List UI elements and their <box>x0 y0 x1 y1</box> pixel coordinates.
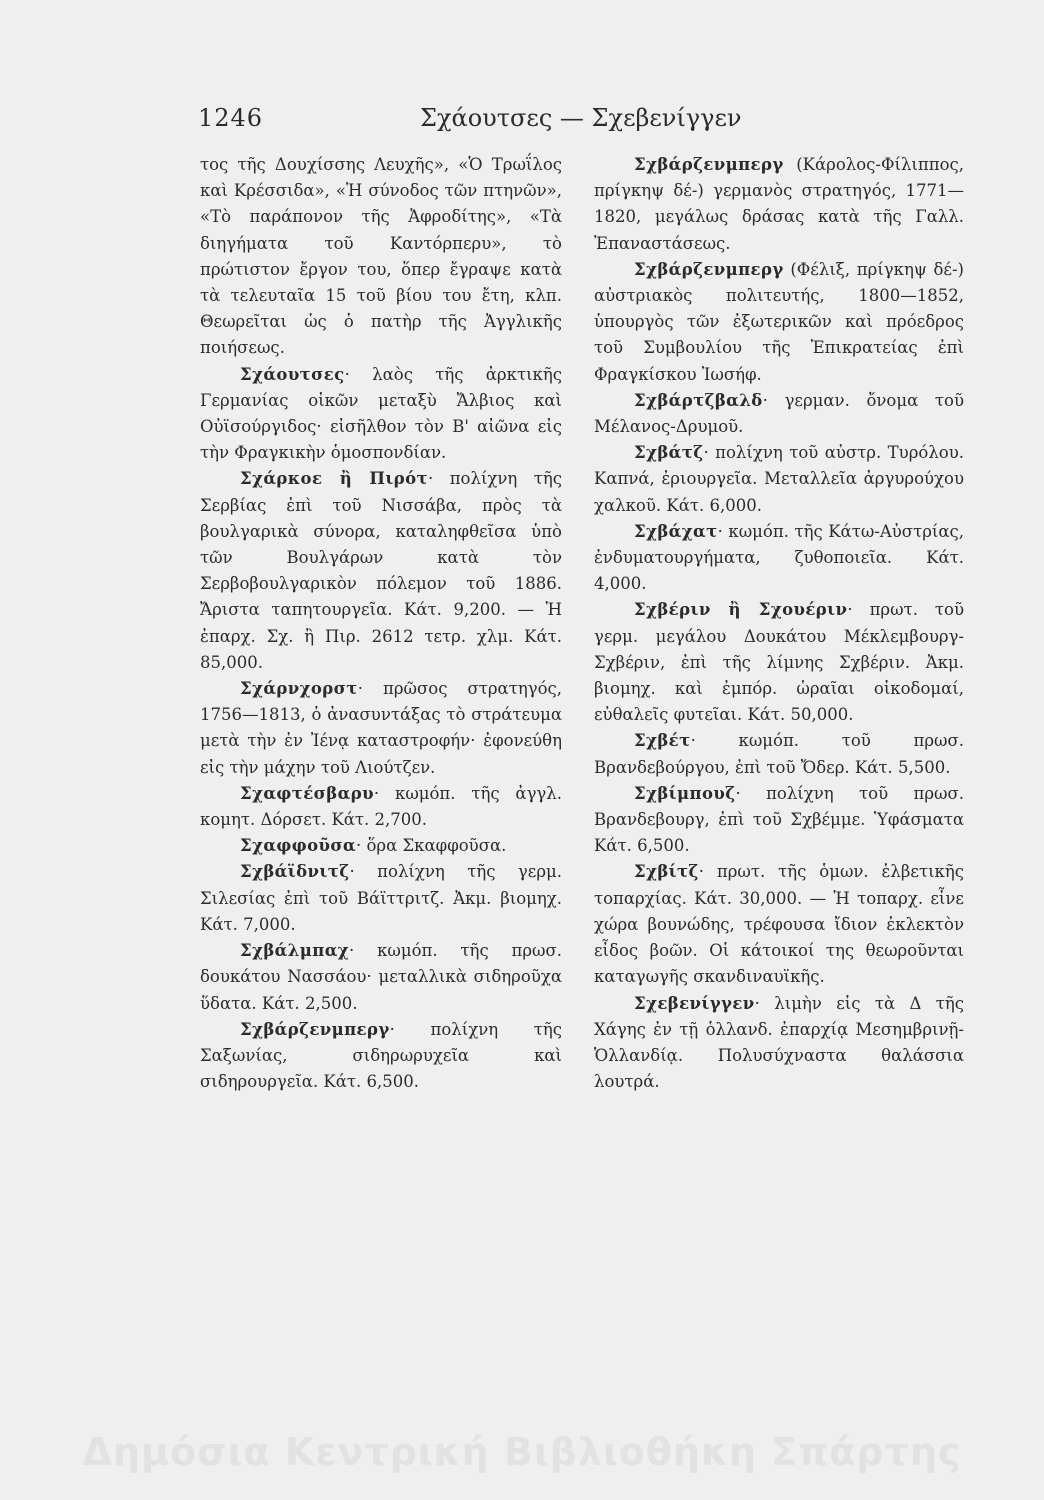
dictionary-entry: Σχβάχατ· κωμόπ. τῆς Κάτω-Αὐστρίας, ἐνδυματουργήματα, ζυθοποιεῖα. Κάτ. 4,000. <box>594 521 964 594</box>
entry-headword: Σχβέριν ἢ Σχουέριν <box>634 600 848 620</box>
dictionary-entry: Σχβίμπουζ· πολίχνη τοῦ πρωσ. Βρανδεβουργ, ἐπὶ τοῦ Σχβέμμε. Ὑφάσματα Κάτ. 6,500. <box>594 783 964 856</box>
right-column <box>594 152 964 1095</box>
entry-headword: Σχαφφοῦσα <box>240 836 356 856</box>
dictionary-entry <box>594 152 964 257</box>
entry-text: πρωτ. τῆς ὁμων. ἑλβετικῆς τοπαρχίας. Κάτ. 30,000. — Ἡ τοπαρχ. εἶνε χώρα βουνώδης, τρέφουσα ἴδιον ἐκλεκτὸν εἶδος βοῶν. Οἱ κάτοικοί της θεωροῦνται καταγωγῆς σκανδιναυϊκῆς. <box>594 862 964 987</box>
dictionary-entry <box>594 257 964 388</box>
entry-text: λιμὴν εἰς τὰ Δ τῆς Χάγης ἐν τῇ ὁλλανδ. ἐπαρχίᾳ Μεσημβρινῇ-Ὁλλανδίᾳ. Πολυσύχναστα θαλάσσια λουτρά. <box>594 993 964 1092</box>
entry-text: τος τῆς Δουχίσσης Λευχῆς», «Ὁ Τρωΐλος καὶ Κρέσσιδα», «Ἡ σύνοδος τῶν πτηνῶν», «Τὸ παράπονον τῆς Ἀφροδίτης», «Τὰ διηγήματα τοῦ Καντόρπερυ», τὸ πρώτιστον ἔργον του, ὅπερ ἔγραψε κατὰ τὰ τελευταῖα 15 τοῦ βίου του ἔτη, κλπ. Θεωρεῖται ὡς ὁ πατὴρ τῆς Ἀγγλικῆς ποιήσεως. <box>200 155 562 358</box>
dictionary-entry: Σχάουτσες· λαὸς τῆς ἀρκτικῆς Γερμανίας οἰκῶν μεταξὺ Ἄλβιος καὶ Οὐϊσούργιδος· εἰσῆλθον τὸν Β' αἰῶνα εἰς τὴν Φραγκικὴν ὁμοσπονδίαν. <box>200 364 562 463</box>
entry-text: (Κάρολος-Φίλιππος, πρίγκηψ δέ-) γερμανὸς στρατηγός, 1771—1820, μεγάλως δράσας κατὰ τῆς Γαλλ. Ἐπαναστάσεως. <box>594 155 964 253</box>
entry-text: πρῶσος στρατηγός, 1756—1813, ὁ ἀνασυντάξας τὸ στράτευμα μετὰ τὴν ἐν Ἰένᾳ καταστροφήν· ἐφονεύθη εἰς τὴν μάχην τοῦ Λιούτζεν. <box>200 679 562 777</box>
entry-text: πολίχνη τοῦ αὐστρ. Τυρόλου. Καπνά, ἐριουργεῖα. Μεταλλεῖα ἀργυρούχου χαλκοῦ. Κάτ. 6,000. <box>594 443 964 515</box>
entry-headword: Σχβάλμπαχ <box>240 941 350 961</box>
entry-headword: Σχβάϊδνιτζ <box>240 862 350 882</box>
dictionary-entry: Σχβάϊδνιτζ· πολίχνη τῆς γερμ. Σιλεσίας ἐπὶ τοῦ Βάϊττριτζ. Ἀκμ. βιομηχ. Κάτ. 7,000. <box>200 862 562 934</box>
entry-headword: Σχεβενίγγεν <box>634 993 755 1013</box>
page-header <box>198 104 898 144</box>
dictionary-entry: Σχεβενίγγεν· λιμὴν εἰς τὰ Δ τῆς Χάγης ἐν τῇ ὁλλανδ. ἐπαρχίᾳ Μεσημβρινῇ-Ὁλλανδίᾳ. Πολυσύχναστα θαλάσσια λουτρά. <box>594 993 964 1092</box>
entry-headword: Σχβάτζ <box>634 443 704 463</box>
entry-text: ὅρα Σκαφφοῦσα. <box>366 836 507 856</box>
entry-text: λαὸς τῆς ἀρκτικῆς Γερμανίας οἰκῶν μεταξὺ Ἄλβιος καὶ Οὐϊσούργιδος· εἰσῆλθον τὸν Β' αἰῶνα εἰς τὴν Φραγκικὴν ὁμοσπονδίαν. <box>200 364 562 463</box>
entry-text: πολίχνη τοῦ πρωσ. Βρανδεβουργ, ἐπὶ τοῦ Σχβέμμε. Ὑφάσματα Κάτ. 6,500. <box>594 783 964 856</box>
dictionary-entry: Σχβάρζενμπεργ· πολίχνη τῆς Σαξωνίας, σιδηρωρυχεῖα καὶ σιδηρουργεῖα. Κάτ. 6,500. <box>200 1019 562 1092</box>
entry-headword: Σχαφτέσβαρυ <box>240 783 374 803</box>
dictionary-entry: Σχβάλμπαχ· κωμόπ. τῆς πρωσ. δουκάτου Νασσάου· μεταλλικὰ σιδηροῦχα ὕδατα. Κάτ. 2,500. <box>200 941 562 1013</box>
entry-text: κωμόπ. τοῦ πρωσ. Βρανδεβούργου, ἐπὶ τοῦ Ὄδερ. Κάτ. 5,500. <box>594 731 964 777</box>
entry-text: (Φέλιξ, πρίγκηψ δέ-) αὐστριακὸς πολιτευτής, 1800—1852, ὑπουργὸς τῶν ἐξωτερικῶν καὶ πρόεδρος τοῦ Συμβουλίου τῆς Ἐπικρατείας ἐπὶ Φραγκίσκου Ἰωσήφ. <box>594 259 964 384</box>
entry-headword: Σχβάρζενμπεργ <box>634 259 784 279</box>
entry-text: κωμόπ. τῆς ἀγγλ. κομητ. Δόρσετ. Κάτ. 2,700. <box>200 783 562 830</box>
dictionary-entry: Σχαφφοῦσα· ὅρα Σκαφφοῦσα. <box>240 836 507 856</box>
entry-headword: Σχβάχατ <box>634 521 718 541</box>
page-number: 1246 <box>198 104 264 132</box>
running-head: Σχάουτσες — Σχεβενίγγεν <box>420 104 742 132</box>
entry-headword: Σχβέτ <box>634 731 691 751</box>
entry-text: κωμόπ. τῆς Κάτω-Αὐστρίας, ἐνδυματουργήματα, ζυθοποιεῖα. Κάτ. 4,000. <box>594 521 964 594</box>
entry-headword: Σχβάρζενμπεργ <box>634 155 784 174</box>
entry-headword: Σχβάρτζβαλδ <box>634 390 763 410</box>
dictionary-entry: Σχαφτέσβαρυ· κωμόπ. τῆς ἀγγλ. κομητ. Δόρσετ. Κάτ. 2,700. <box>200 783 562 830</box>
dictionary-entry: Σχάρκοε ἢ Πιρότ· πολίχνη τῆς Σερβίας ἐπὶ τοῦ Νισσάβα, πρὸς τὰ βουλγαρικὰ σύνορα, καταληφθεῖσα ὑπὸ τῶν Βουλγάρων κατὰ τὸν Σερβοβουλγαρικὸν πόλεμον τοῦ 1886. Ἄριστα ταπητουργεῖα. Κάτ. 9,200. — Ἡ ἐπαρχ. Σχ. ἢ Πιρ. 2612 τετρ. χλμ. Κάτ. 85,000. <box>200 469 562 672</box>
left-column <box>200 152 562 1095</box>
entry-headword: Σχβάρζενμπεργ <box>240 1019 390 1039</box>
dictionary-entry: Σχβάρτζβαλδ· γερμαν. ὄνομα τοῦ Μέλανος-Δρυμοῦ. <box>594 390 964 437</box>
entry-headword: Σχάρνχορστ <box>240 679 358 699</box>
dictionary-entry: Σχβέριν ἢ Σχουέριν· πρωτ. τοῦ γερμ. μεγάλου Δουκάτου Μέκλεμβουργ-Σχβέριν, ἐπὶ τῆς λίμνης Σχβέριν. Ἀκμ. βιομηχ. καὶ ἐμπόρ. ὡραῖαι οἰκοδομαί, εὐθαλεῖς φυτεῖαι. Κάτ. 50,000. <box>594 600 964 725</box>
library-watermark: Δημόσια Κεντρική Βιβλιοθήκη Σπάρτης <box>82 1430 962 1474</box>
dictionary-entry: Σχβάτζ· πολίχνη τοῦ αὐστρ. Τυρόλου. Καπνά, ἐριουργεῖα. Μεταλλεῖα ἀργυρούχου χαλκοῦ. Κάτ. 6,000. <box>594 443 964 515</box>
entry-headword: Σχάρκοε ἢ Πιρότ <box>240 469 429 489</box>
entry-headword: Σχβίμπουζ <box>634 783 736 803</box>
dictionary-entry: Σχβέτ· κωμόπ. τοῦ πρωσ. Βρανδεβούργου, ἐπὶ τοῦ Ὄδερ. Κάτ. 5,500. <box>594 731 964 777</box>
entry-headword: Σχάουτσες <box>240 364 345 384</box>
entry-headword: Σχβίτζ <box>634 862 699 882</box>
entry-text: πρωτ. τοῦ γερμ. μεγάλου Δουκάτου Μέκλεμβουργ-Σχβέριν, ἐπὶ τῆς λίμνης Σχβέριν. Ἀκμ. βιομηχ. καὶ ἐμπόρ. ὡραῖαι οἰκοδομαί, εὐθαλεῖς φυτεῖαι. Κάτ. 50,000. <box>594 600 964 725</box>
dictionary-entry <box>200 152 562 362</box>
entry-text: πολίχνη τῆς Σερβίας ἐπὶ τοῦ Νισσάβα, πρὸς τὰ βουλγαρικὰ σύνορα, καταληφθεῖσα ὑπὸ τῶν Βουλγάρων κατὰ τὸν Σερβοβουλγαρικὸν πόλεμον τοῦ 1886. Ἄριστα ταπητουργεῖα. Κάτ. 9,200. — Ἡ ἐπαρχ. Σχ. ἢ Πιρ. 2612 τετρ. χλμ. Κάτ. 85,000. <box>200 469 562 672</box>
entry-text: πολίχνη τῆς Σαξωνίας, σιδηρωρυχεῖα καὶ σιδηρουργεῖα. Κάτ. 6,500. <box>200 1019 562 1092</box>
entry-text: πολίχνη τῆς γερμ. Σιλεσίας ἐπὶ τοῦ Βάϊττριτζ. Ἀκμ. βιομηχ. Κάτ. 7,000. <box>200 862 562 934</box>
entry-text: κωμόπ. τῆς πρωσ. δουκάτου Νασσάου· μεταλλικὰ σιδηροῦχα ὕδατα. Κάτ. 2,500. <box>200 941 562 1013</box>
entry-text: γερμαν. ὄνομα τοῦ Μέλανος-Δρυμοῦ. <box>594 390 964 437</box>
dictionary-entry: Σχβίτζ· πρωτ. τῆς ὁμων. ἑλβετικῆς τοπαρχίας. Κάτ. 30,000. — Ἡ τοπαρχ. εἶνε χώρα βουνώδης, τρέφουσα ἴδιον ἐκλεκτὸν εἶδος βοῶν. Οἱ κάτοικοί της θεωροῦνται καταγωγῆς σκανδιναυϊκῆς. <box>594 862 964 987</box>
dictionary-entry: Σχάρνχορστ· πρῶσος στρατηγός, 1756—1813, ὁ ἀνασυντάξας τὸ στράτευμα μετὰ τὴν ἐν Ἰένᾳ καταστροφήν· ἐφονεύθη εἰς τὴν μάχην τοῦ Λιούτζεν. <box>200 679 562 777</box>
